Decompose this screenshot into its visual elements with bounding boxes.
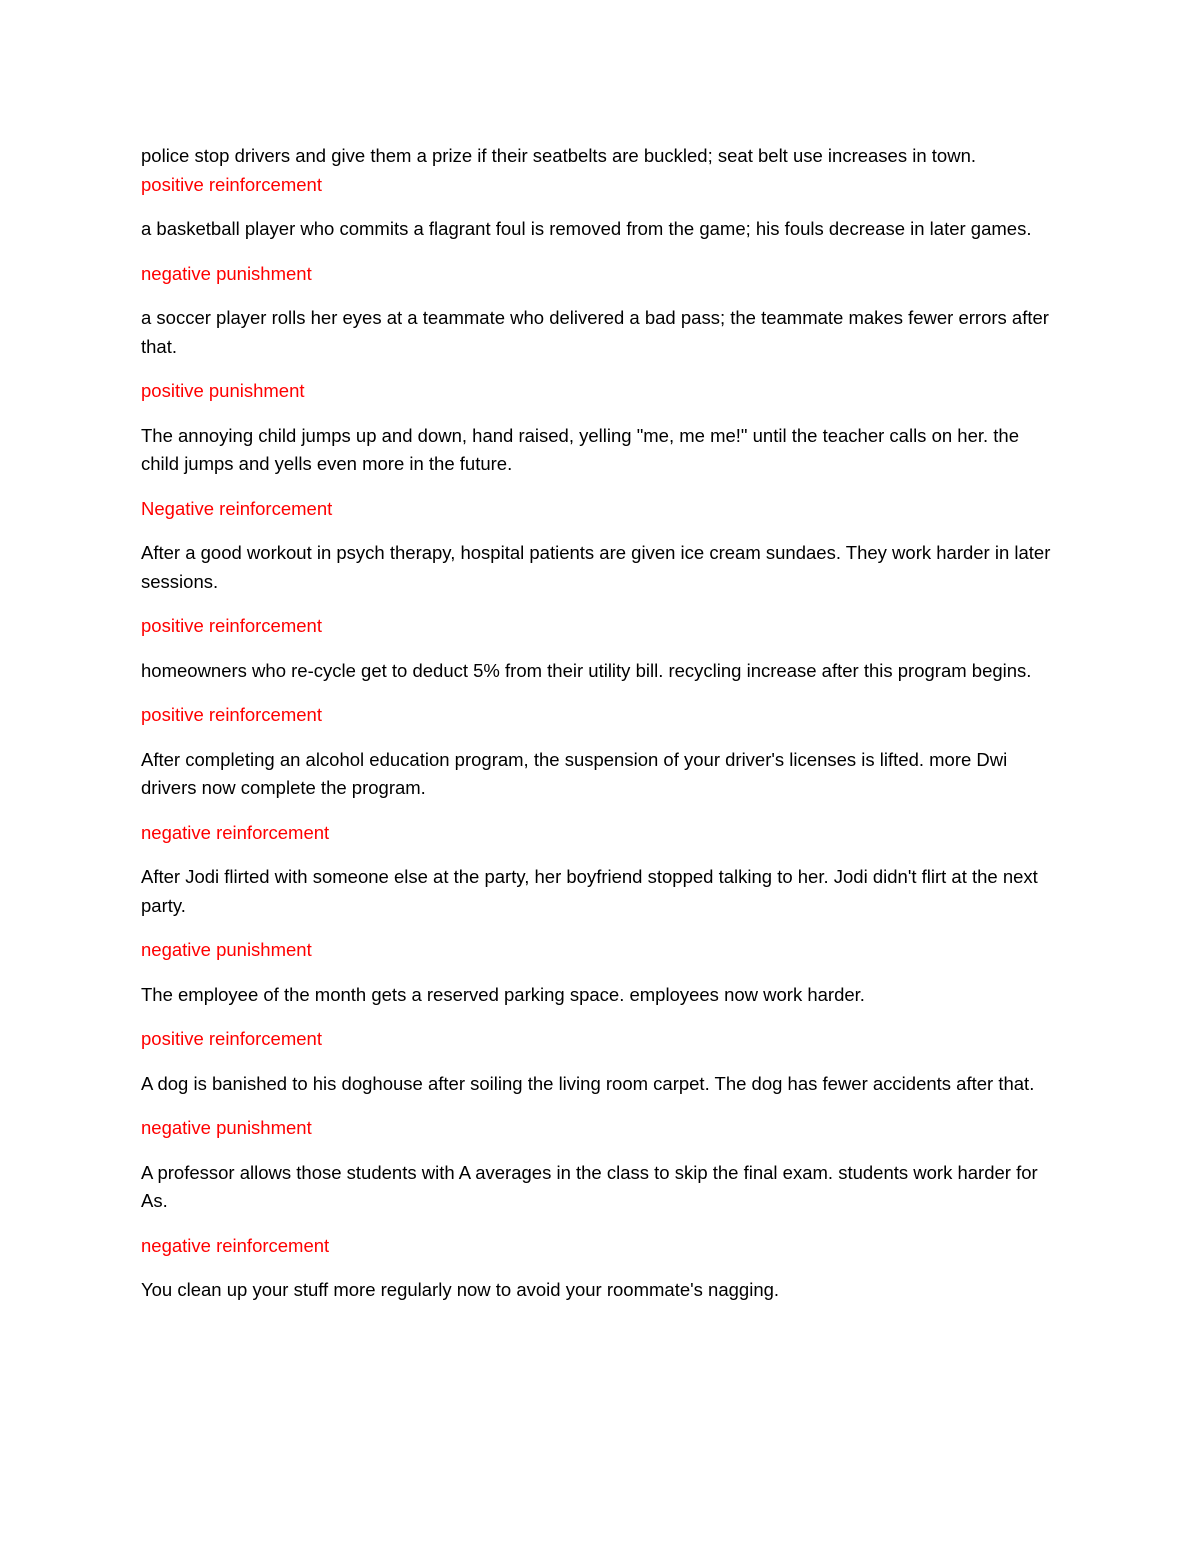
answer-text: positive reinforcement [141,173,322,195]
question-text: The employee of the month gets a reserved parking space. employees now work harder. [141,983,865,1005]
answer-text: Negative reinforcement [141,497,333,519]
question-text: You clean up your stuff more regularly now to avoid your roommate's nagging. [141,1279,780,1300]
answer-text: negative reinforcement [141,821,330,843]
answer-text: negative punishment [141,939,312,960]
question-text: The annoying child jumps up and down, hand raised, yelling "me, me me!" until the teacher calls on her. the child jumps and yells even more in the future. [141,424,1020,474]
answer-text: positive reinforcement [141,1028,322,1049]
question-text: a basketball player who commits a flagrant foul is removed from the game; his fouls decrease in later games. [141,218,1032,239]
document-body [141,142,1061,1305]
answer-text: negative punishment [141,1117,312,1138]
answer-text: negative reinforcement [141,1234,330,1256]
answer-text: positive reinforcement [141,615,322,636]
question-text: a soccer player rolls her eyes at a teammate who delivered a bad pass; the teammate makes fewer errors after that. [141,307,1049,357]
question-text: After completing an alcohol education program, the suspension of your driver's licenses is lifted. more Dwi drivers now complete the program. [141,748,1008,798]
answer-text: negative punishment [141,262,312,284]
question-text: After Jodi flirted with someone else at the party, her boyfriend stopped talking to her. Jodi didn't flirt at the next party. [141,866,1038,916]
answer-text: positive reinforcement [141,704,322,725]
question-text: homeowners who re-cycle get to deduct 5% from their utility bill. recycling increase after this program begins. [141,659,1032,681]
question-text: A dog is banished to his doghouse after soiling the living room carpet. The dog has fewer accidents after that. [141,1072,1035,1094]
question-text: After a good workout in psych therapy, hospital patients are given ice cream sundaes. They work harder in later sessions. [141,542,1051,592]
question-text: A professor allows those students with A averages in the class to skip the final exam. students work harder for As. [141,1161,1038,1211]
question-text: police stop drivers and give them a prize if their seatbelts are buckled; seat belt use increases in town. [141,145,976,166]
answer-text: positive punishment [141,380,305,401]
